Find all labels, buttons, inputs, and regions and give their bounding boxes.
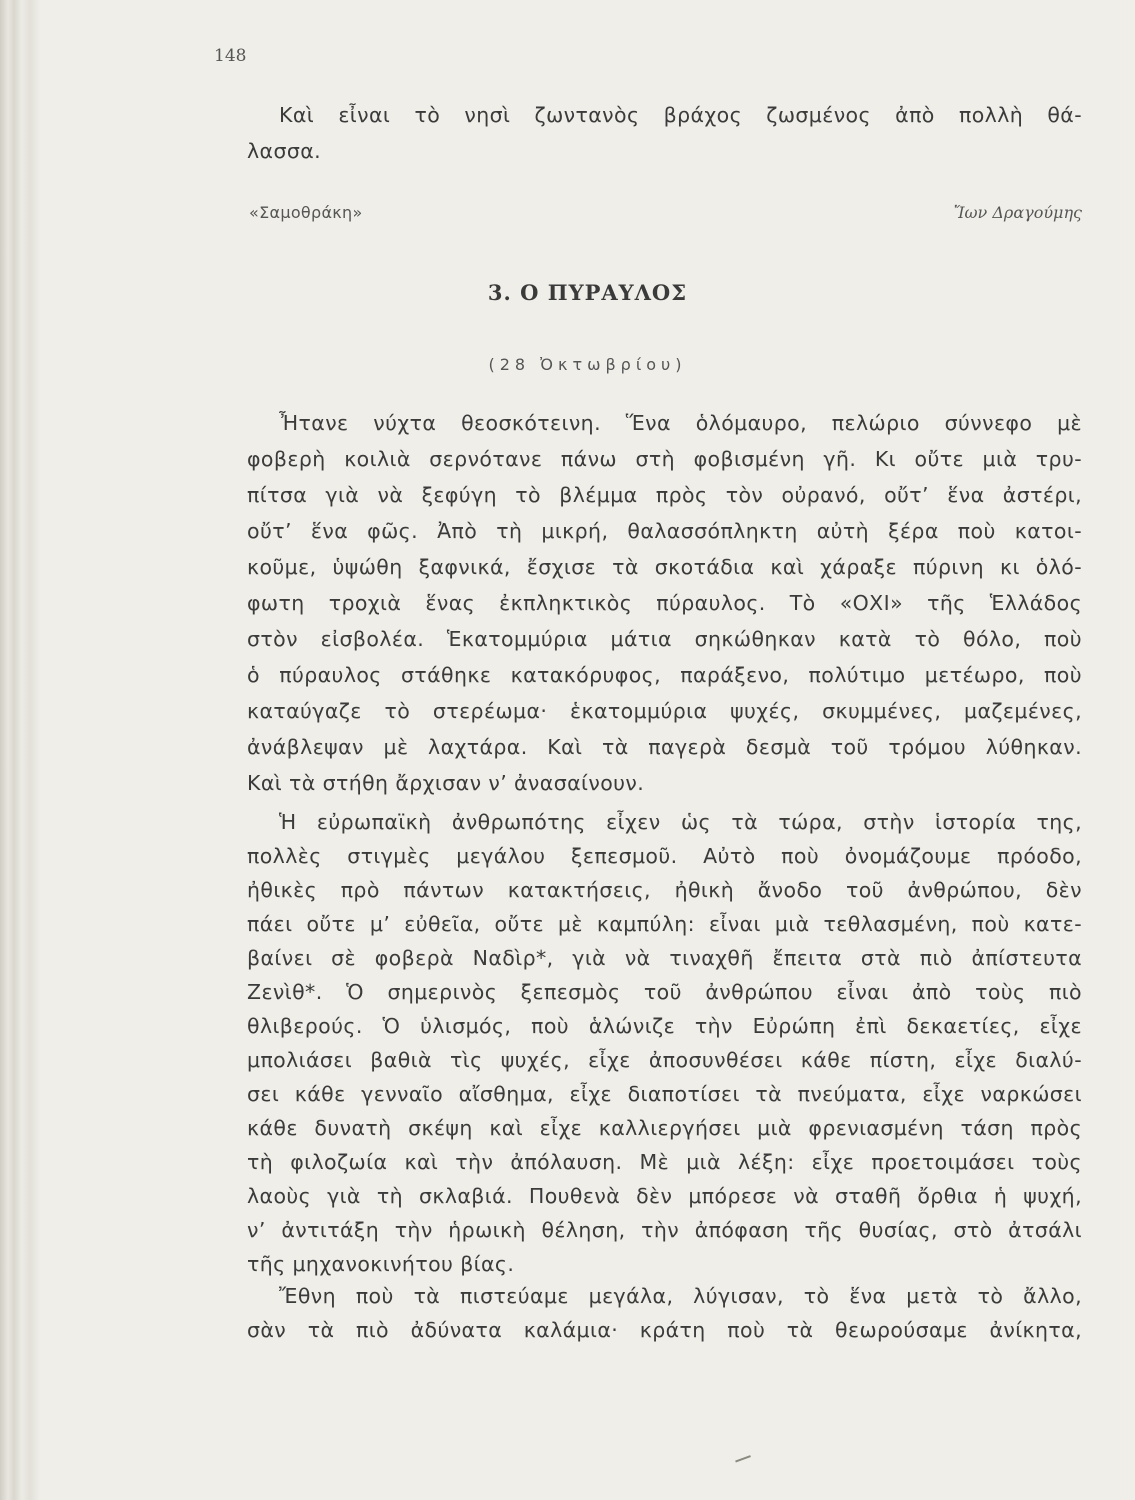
text-line: κάθε δυνατὴ σκέψη καὶ εἶχε καλλιεργήσει μιὰ φρενιασμένη τάση πρὸς (247, 1116, 1082, 1140)
text-line: ν’ ἀντιτάξη τὴν ἡρωικὴ θέληση, τὴν ἀπόφαση τῆς θυσίας, στὸ ἀτσάλι (247, 1218, 1082, 1242)
text-line: κοῦμε, ὑψώθη ξαφνικά, ἔσχισε τὰ σκοτάδια καὶ χάραξε πύρινη κι ὁλό- (247, 555, 1082, 579)
text-line: ἀνάβλεψαν μὲ λαχτάρα. Καὶ τὰ παγερὰ δεσμὰ τοῦ τρόμου λύθηκαν. (247, 735, 1082, 759)
chapter-heading (0, 280, 1135, 305)
text-line: ἠθικὲς πρὸ πάντων κατακτήσεις, ἠθικὴ ἄνοδο τοῦ ἀνθρώπου, δὲν (247, 878, 1082, 902)
text-line: καταύγαζε τὸ στερέωμα· ἑκατομμύρια ψυχές, σκυμμένες, μαζεμένες, (247, 699, 1082, 723)
text-line: ὁ πύραυλος στάθηκε κατακόρυφος, παράξενο, πολύτιμο μετέωρο, ποὺ (247, 663, 1082, 687)
text-line: Ἡ εὐρωπαϊκὴ ἀνθρωπότης εἶχεν ὡς τὰ τώρα, στὴν ἱστορία της, (279, 810, 1082, 834)
text-line: φωτη τροχιὰ ἕνας ἐκπληκτικὸς πύραυλος. Τὸ «ΟΧΙ» τῆς Ἑλλάδος (247, 591, 1082, 615)
text-line: στὸν εἰσβολέα. Ἑκατομμύρια μάτια σηκώθηκαν κατὰ τὸ θόλο, ποὺ (247, 627, 1082, 651)
chapter-heading-text: 3. Ο ΠΥΡΑΥΛΟΣ (487, 280, 688, 305)
text-line: τῆς μηχανοκινήτου βίας. (247, 1252, 515, 1276)
text-line: Ἦτανε νύχτα θεοσκότεινη. Ἕνα ὁλόμαυρο, πελώριο σύννεφο μὲ (279, 411, 1082, 435)
text-line: Ἔθνη ποὺ τὰ πιστεύαμε μεγάλα, λύγισαν, τὸ ἕνα μετὰ τὸ ἄλλο, (279, 1284, 1082, 1308)
text-line: πάει οὔτε μ’ εὐθεῖα, οὔτε μὲ καμπύλη: εἶναι μιὰ τεθλασμένη, ποὺ κατε- (247, 912, 1082, 936)
text-line: σει κάθε γενναῖο αἴσθημα, εἶχε διαποτίσει τὰ πνεύματα, εἶχε ναρκώσει (247, 1082, 1082, 1106)
chapter-date-text: (28 Ὀκτωβρίου) (488, 355, 687, 374)
page-number: 148 (214, 46, 247, 66)
text-line: Καὶ εἶναι τὸ νησὶ ζωντανὸς βράχος ζωσμένος ἀπὸ πολλὴ θά- (279, 103, 1082, 127)
text-line: Καὶ τὰ στήθη ἄρχισαν ν’ ἀνασαίνουν. (247, 771, 645, 795)
source-title: «Σαμοθράκη» (249, 203, 363, 222)
text-line: πίτσα γιὰ νὰ ξεφύγη τὸ βλέμμα πρὸς τὸν οὐρανό, οὔτ’ ἕνα ἀστέρι, (247, 483, 1082, 507)
book-spine-edge (0, 0, 40, 1500)
chapter-date (0, 355, 1135, 374)
text-line: φοβερὴ κοιλιὰ σερνότανε πάνω στὴ φοβισμένη γῆ. Κι οὔτε μιὰ τρυ- (247, 447, 1082, 471)
pencil-mark (733, 1450, 751, 1463)
text-line: πολλὲς στιγμὲς μεγάλου ξεπεσμοῦ. Αὐτὸ ποὺ ὀνομάζουμε πρόοδο, (247, 844, 1082, 868)
text-line: λασσα. (247, 139, 322, 163)
text-line: οὔτ’ ἕνα φῶς. Ἀπὸ τὴ μικρή, θαλασσόπληκτη αὐτὴ ξέρα ποὺ κατοι- (247, 519, 1082, 543)
source-author: Ἴων Δραγούμης (953, 203, 1082, 222)
text-line: λαοὺς γιὰ τὴ σκλαβιά. Πουθενὰ δὲν μπόρεσε νὰ σταθῆ ὄρθια ἡ ψυχή, (247, 1184, 1082, 1208)
text-line: βαίνει σὲ φοβερὰ Ναδὶρ*, γιὰ νὰ τιναχθῆ ἔπειτα στὰ πιὸ ἀπίστευτα (247, 946, 1082, 970)
text-line: θλιβερούς. Ὁ ὑλισμός, ποὺ ἁλώνιζε τὴν Εὐρώπη ἐπὶ δεκαετίες, εἶχε (247, 1014, 1082, 1038)
text-line: μπολιάσει βαθιὰ τὶς ψυχές, εἶχε ἀποσυνθέσει κάθε πίστη, εἶχε διαλύ- (247, 1048, 1082, 1072)
text-line: τὴ φιλοζωία καὶ τὴν ἀπόλαυση. Μὲ μιὰ λέξη: εἶχε προετοιμάσει τοὺς (247, 1150, 1082, 1174)
text-line: Ζενὶθ*. Ὁ σημερινὸς ξεπεσμὸς τοῦ ἀνθρώπου εἶναι ἀπὸ τοὺς πιὸ (247, 980, 1082, 1004)
text-line: σὰν τὰ πιὸ ἀδύνατα καλάμια· κράτη ποὺ τὰ θεωρούσαμε ἀνίκητα, (247, 1318, 1082, 1342)
